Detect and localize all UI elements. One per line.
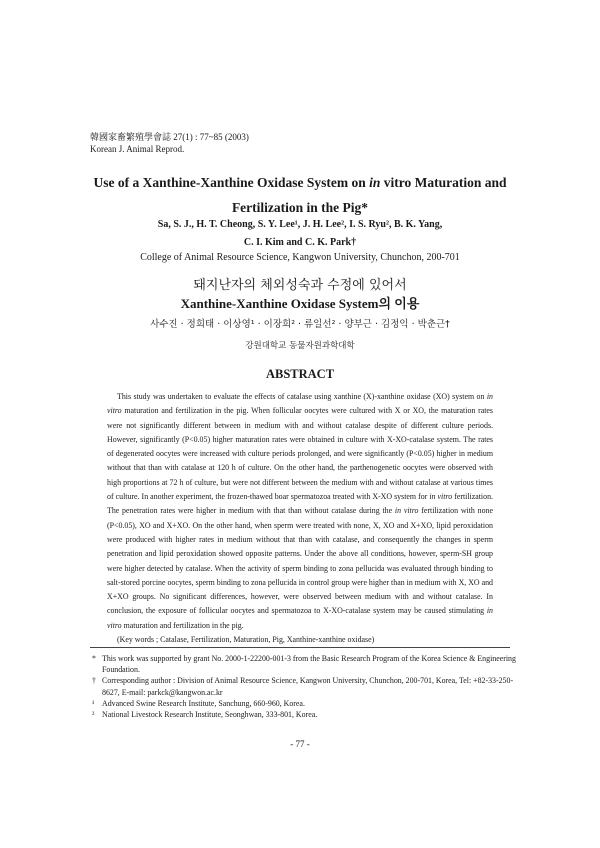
footnote-text: This work was supported by grant No. 2000-1-22200-001-3 from the Basic Research Program of the Korea Science & Engineering Foundation. [102,654,516,675]
footnote-item [90,698,516,709]
footnotes [90,653,516,720]
english-title-line1: Use of a Xanthine-Xanthine Oxidase System on in vitro Maturation and [93,175,507,190]
affiliation: College of Animal Resource Science, Kangwon University, Chunchon, 200-701 [140,252,460,263]
footnote-mark: ² [92,710,95,720]
abstract-body [107,390,493,647]
author-line1: Sa, S. J., H. T. Cheong, S. Y. Lee¹, J. H. Lee², I. S. Ryu², B. K. Yang, [157,219,443,230]
footnote-text: Corresponding author : Division of Animal Resource Science, Kangwon University, Chunchon, 200-701, Korea, Tel: +82-33-250-8627, E-mail: parkck@kangwon.ac.kr [102,676,514,697]
footnote-mark: † [92,676,96,686]
footnote-item [90,653,516,675]
english-title [60,170,540,220]
abstract-paragraph: This study was undertaken to evaluate the effects of catalase using xanthine (X)-xanthine oxidase (XO) system on in vitro maturation and fertilization in the pig. When follicular oocytes were cultured with X or XO, the maturation rates were not significantly different between in medium with and without catalase despite of different culture periods. However, significantly (P<0.05) higher maturation rates were obtained in culture with X-XO-catalase system. The rates of degenerated oocytes were increased with culture periods prolonged, and were significantly (P<0.05) higher in medium without that than with catalase at 120 h of culture. On the other hand, the parthenogenetic oocytes were observed with high proportions at 72 h of culture, but were not different between the medium with and without catalase at various times of culture. In another experiment, the frozen-thawed boar spermatozoa treated with X-XO system for in vitro fertilization. The penetration rates were higher in medium with that than without catalase during the in vitro fertilization with none (P<0.05), XO and X+XO. On the other hand, when sperm were treated with none, X, XO and X+XO, lipid peroxidation were produced with higher rates in medium without that than with catalase, and consequently the changes in sperm penetration and lipid peroxidation showed opposite patterns. Under the above all conditions, however, sperm-SH group were higher detected by catalase. When the activity of sperm binding to zona pellucida was evaluated through binding to salt-stored porcine oocytes, sperm binding to zona pellucida in control group were higher than in medium with X, XO and X+XO groups. No significant differences, however, were observed between medium with and without catalase. In conclusion, the exposure of follicular oocytes and spermatozoa to X-XO-catalase system may be caused stimulating in vitro maturation and fertilization in the pig. [107,392,493,630]
journal-english-name: Korean J. Animal Reprod. [90,144,185,154]
footnote-text: Advanced Swine Research Institute, Sanchung, 660-960, Korea. [102,698,305,708]
footnote-divider [90,647,510,648]
footnote-mark: ¹ [92,698,95,708]
journal-citation: 韓國家畜繁殖學會誌 27(1) : 77~85 (2003) [90,132,249,142]
english-title-line2: Fertilization in the Pig* [231,200,369,215]
author-line2: C. I. Kim and C. K. Park† [243,237,357,248]
footnote-text: National Livestock Research Institute, Seonghwan, 333-801, Korea. [102,710,318,720]
abstract-heading: ABSTRACT [265,367,335,381]
korean-author-list: 사수진 · 정희태 · 이상영¹ · 이장희² · 류일선² · 양부근 · 김정익 · 박춘근† [150,319,450,330]
korean-affiliation: 강원대학교 동물자원과학대학 [245,341,355,351]
author-list [80,216,520,252]
korean-title-line2: Xanthine-Xanthine Oxidase System의 이용 [180,296,420,311]
footnote-item [90,709,516,720]
korean-title-line1: 돼지난자의 체외성숙과 수정에 있어서 [193,278,407,293]
page-number: - 77 - [290,739,310,749]
footnote-item [90,675,516,697]
keywords: (Key words ; Catalase, Fertilization, Maturation, Pig, Xanthine-xanthine oxidase) [117,635,375,645]
journal-header [90,131,249,155]
footnote-mark: * [92,654,96,663]
